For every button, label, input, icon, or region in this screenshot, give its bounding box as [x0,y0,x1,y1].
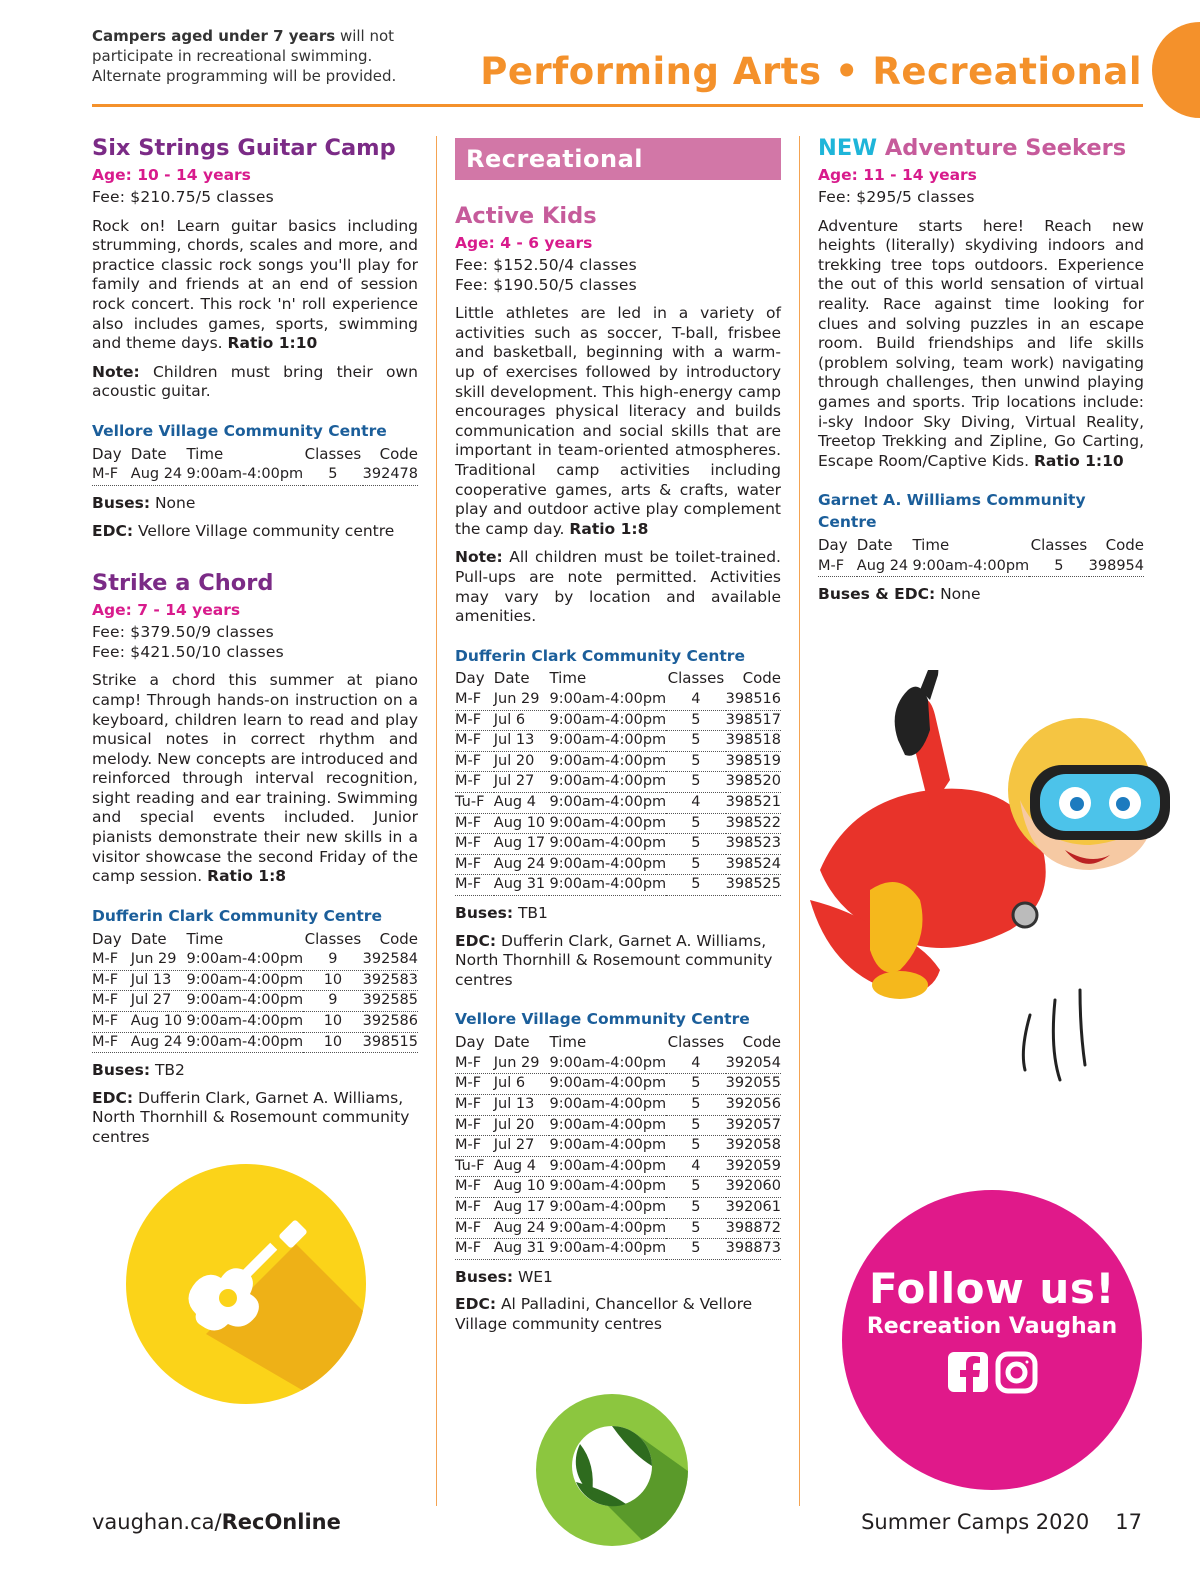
table-cell: 9:00am-4:00pm [186,970,303,991]
table-cell: 9:00am-4:00pm [549,1115,666,1136]
table-cell: 398525 [726,875,781,896]
beach-ball-badge [536,1394,688,1546]
table-cell: 9:00am-4:00pm [549,1177,666,1198]
table-cell: Jun 29 [494,690,550,711]
table-cell: 10 [303,970,362,991]
table-row [455,1095,781,1116]
table-cell: 398516 [726,690,781,711]
column-header: Date [493,669,530,688]
location-name: Garnet A. Williams Community Centre [818,491,1086,532]
table-row [92,465,418,486]
table-cell: M-F [455,854,494,875]
table-cell: Jun 29 [131,950,187,971]
table-cell: 398520 [726,772,781,793]
table-cell: 392061 [726,1197,781,1218]
guitar-badge [126,1164,366,1404]
skydiver-mascot [780,670,1200,1090]
column-header: Day [92,444,122,463]
table-cell: 9:00am-4:00pm [549,772,666,793]
table-cell: 9:00am-4:00pm [549,731,666,752]
table-header [818,535,1144,556]
table-cell: 5 [666,813,725,834]
table-cell: Jul 20 [494,1115,550,1136]
buses-info: Buses: TB2 [92,1061,185,1080]
follow-subtitle: Recreation Vaughan [866,1314,1118,1339]
table-cell: 5 [666,1197,725,1218]
table-cell: 9:00am-4:00pm [549,751,666,772]
edc-info: EDC: Vellore Village community centre [92,521,395,540]
location-name: Dufferin Clark Community Centre [455,646,745,665]
table-cell: 9:00am-4:00pm [549,813,666,834]
table-cell: Jun 29 [494,1053,550,1074]
camp-description: Adventure starts here! Reach new heights (literally) skydiving indoors and trekking tree tops outdoors. Experience the out of this world sensation of virtual reality. Race against time looking for clues and solving puzzles in an escape room. Build friendships and life skills (problem solving, team work) navigating through challenges, then unwind playing games and sports. Trip locations include: i-sky Indoor Sky Diving, Virtual Reality, Treetop Trekking and Zipline, Go Carting, Escape Room/Captive Kids. Ratio 1:10 [818,216,1144,470]
column-divider [436,136,437,1506]
table-row [455,793,781,814]
table-cell: 9:00am-4:00pm [549,1218,666,1239]
column-header: Time [186,444,224,463]
table-cell: 4 [666,1156,725,1177]
table-cell: M-F [455,1177,494,1198]
table-cell: Jul 20 [494,751,550,772]
table-header [92,444,418,465]
beach-ball-icon [536,1394,688,1546]
table-cell: 9 [303,950,362,971]
table-cell: 9 [303,991,362,1012]
edc-info: EDC: Al Palladini, Chancellor & Vellore Village community centres [455,1295,753,1333]
table-row [455,875,781,896]
camp-age: Age: 11 - 14 years [818,166,977,184]
follow-title: Follow us! [869,1264,1115,1313]
table-cell: M-F [92,1012,131,1033]
table-cell: Aug 10 [494,1177,550,1198]
buses-info: Buses: TB1 [455,904,548,923]
buses-info: Buses & EDC: None [818,585,981,604]
column-right [818,134,1144,605]
table-cell: 9:00am-4:00pm [549,690,666,711]
table-cell: 10 [303,1032,362,1053]
table-row [455,1136,781,1157]
camp-fee: Fee: $421.50/10 classes [92,642,284,661]
table-row [92,950,418,971]
table-cell: 398873 [726,1239,781,1260]
column-header: Code [1105,536,1144,555]
table-cell: 392583 [363,970,418,991]
footer-label: Summer Camps 2020 17 [861,1510,1142,1534]
table-cell: 392585 [363,991,418,1012]
table-header [455,1032,781,1053]
table-cell: 5 [666,1177,725,1198]
section-banner: Recreational [455,138,781,180]
column-header: Time [549,1033,587,1052]
camp-age: Age: 4 - 6 years [455,234,593,252]
table-cell: 4 [666,690,725,711]
table-row [455,1197,781,1218]
edc-info: EDC: Dufferin Clark, Garnet A. Williams, North Thornhill & Rosemount community centres [92,1088,410,1146]
table-cell: 5 [666,1218,725,1239]
table-row [455,690,781,711]
table-row [818,556,1144,577]
table-row [92,991,418,1012]
column-header: Code [379,444,418,463]
camp-note: Note: Children must bring their own acoustic guitar. [92,362,418,401]
table-cell: M-F [455,772,494,793]
table-cell: M-F [455,1115,494,1136]
schedule-table [92,929,418,1053]
table-row [455,731,781,752]
location-name: Vellore Village Community Centre [92,421,387,440]
table-cell: 398872 [726,1218,781,1239]
table-cell: M-F [455,710,494,731]
table-cell: 398515 [363,1032,418,1053]
table-row [455,1218,781,1239]
table-cell: 9:00am-4:00pm [549,1074,666,1095]
table-cell: M-F [455,1197,494,1218]
table-cell: Aug 10 [131,1012,187,1033]
table-cell: 398954 [1089,556,1144,577]
column-header: Code [742,1033,781,1052]
table-cell: Aug 17 [494,834,550,855]
table-cell: Jul 13 [494,731,550,752]
camp-title: Six Strings Guitar Camp [92,135,396,161]
table-cell: 392478 [363,465,418,486]
table-cell: M-F [455,731,494,752]
table-cell: Aug 24 [131,1032,187,1053]
column-header: Time [186,929,224,948]
motion-lines [1023,990,1085,1080]
table-row [455,1053,781,1074]
table-cell: 5 [666,1239,725,1260]
buses-info: Buses: WE1 [455,1267,553,1286]
location-name: Dufferin Clark Community Centre [92,906,382,925]
table-row [455,834,781,855]
column-header: Classes [667,1033,725,1052]
table-cell: 392584 [363,950,418,971]
table-cell: M-F [455,751,494,772]
table-cell: M-F [455,690,494,711]
column-header: Classes [1030,536,1088,555]
table-cell: 9:00am-4:00pm [549,1053,666,1074]
table-cell: Aug 24 [857,556,913,577]
table-cell: 4 [666,1053,725,1074]
table-cell: 10 [303,1012,362,1033]
table-cell: 9:00am-4:00pm [549,793,666,814]
social-icons [946,1350,1038,1396]
table-cell: Aug 10 [494,813,550,834]
camp-title: Strike a Chord [92,570,274,597]
table-cell: 392060 [726,1177,781,1198]
table-cell: M-F [455,1074,494,1095]
table-cell: 5 [666,1115,725,1136]
camp-title: Active Kids [455,203,597,229]
table-cell: Aug 31 [494,875,550,896]
table-cell: M-F [455,875,494,896]
table-cell: 5 [666,834,725,855]
camp-fee: Fee: $210.75/5 classes [92,188,274,206]
table-cell: 398522 [726,813,781,834]
table-row [92,1012,418,1033]
table-cell: 398521 [726,793,781,814]
table-row [455,1115,781,1136]
table-cell: M-F [455,1053,494,1074]
table-cell: M-F [455,834,494,855]
table-cell: 9:00am-4:00pm [549,1197,666,1218]
table-cell: 5 [1029,556,1088,577]
table-cell: Jul 27 [494,772,550,793]
table-cell: 392059 [726,1156,781,1177]
camp-description: Little athletes are led in a variety of activities such as soccer, T-ball, frisbee and basketball, beginning with a warm-up of exercises followed by introductory skill development. This high-energy camp encourages physical literacy and builds communication and social skills that are important in team-oriented atmospheres. Traditional camp activities including cooperative games, arts & crafts, water play and outdoor active play complement the camp day. Ratio 1:8 [455,304,781,538]
table-cell: Tu-F [455,1156,494,1177]
new-badge: NEW [818,135,878,161]
column-header: Classes [304,444,362,463]
table-cell: M-F [92,991,131,1012]
column-header: Day [818,536,848,555]
table-cell: 9:00am-4:00pm [912,556,1029,577]
table-cell: 9:00am-4:00pm [549,1095,666,1116]
table-cell: 392586 [363,1012,418,1033]
table-cell: 5 [666,1095,725,1116]
table-cell: Jul 6 [494,1074,550,1095]
camp-age: Age: 7 - 14 years [92,601,241,620]
table-cell: Aug 31 [494,1239,550,1260]
column-header: Classes [304,929,362,948]
camp-description: Rock on! Learn guitar basics including strumming, chords, scales and more, and practice classic rock songs you'll play for family and friends at an end of session rock concert. This rock 'n' roll experience also includes games, sports, swimming and theme days. Ratio 1:10 [92,216,418,353]
camp-age: Age: 10 - 14 years [92,166,251,184]
table-cell: 9:00am-4:00pm [186,991,303,1012]
table-cell: 5 [666,1074,725,1095]
table-cell: 9:00am-4:00pm [549,1156,666,1177]
table-cell: Jul 6 [494,710,550,731]
table-cell: 9:00am-4:00pm [186,950,303,971]
camp-fee: Fee: $152.50/4 classes [455,256,637,274]
table-row [455,1177,781,1198]
schedule-table [92,444,418,486]
column-header: Day [92,929,122,948]
column-left [92,134,418,1148]
table-cell: 5 [666,710,725,731]
table-cell: 9:00am-4:00pm [549,710,666,731]
table-cell: M-F [455,1218,494,1239]
table-row [92,970,418,991]
table-row [455,854,781,875]
camp-fee: Fee: $190.50/5 classes [455,275,637,294]
table-cell: M-F [455,1239,494,1260]
table-cell: 398519 [726,751,781,772]
table-header [455,669,781,690]
table-row [455,751,781,772]
section-tab [1152,22,1200,118]
table-cell: M-F [92,950,131,971]
table-cell: 398523 [726,834,781,855]
column-header: Date [493,1033,530,1052]
column-header: Day [455,1033,485,1052]
column-header: Date [130,444,167,463]
table-cell: Tu-F [455,793,494,814]
table-cell: 5 [666,751,725,772]
column-header: Code [379,929,418,948]
table-cell: Jul 13 [131,970,187,991]
table-row [92,1032,418,1053]
edc-info: EDC: Dufferin Clark, Garnet A. Williams, North Thornhill & Rosemount community centres [455,931,773,989]
table-cell: 5 [303,465,362,486]
page-title: Performing Arts • Recreational [480,50,1142,93]
camp-title: NEW Adventure Seekers [818,135,1127,161]
page-number: 17 [1115,1510,1142,1534]
header-divider [92,104,1143,107]
swim-note: Campers aged under 7 years will not participate in recreational swimming. Alternate programming will be provided. [92,27,397,85]
buses-info: Buses: None [92,493,196,512]
column-header: Time [549,669,587,688]
table-cell: Jul 13 [494,1095,550,1116]
table-cell: 9:00am-4:00pm [549,1136,666,1157]
table-cell: 4 [666,793,725,814]
table-cell: 9:00am-4:00pm [186,1012,303,1033]
table-cell: Aug 24 [494,1218,550,1239]
table-row [455,813,781,834]
table-row [455,1074,781,1095]
table-cell: M-F [92,970,131,991]
table-row [455,1156,781,1177]
camp-note: Note: All children must be toilet-trained. Pull-ups are note permitted. Activities may vary by location and available amenities. [455,548,781,626]
table-row [455,710,781,731]
table-cell: Aug 4 [494,1156,550,1177]
column-header: Code [742,669,781,688]
column-header: Classes [667,669,725,688]
location-name: Vellore Village Community Centre [455,1010,750,1029]
camp-description: Strike a chord this summer at piano camp! Through hands-on instruction on a keyboard, children learn to read and play musical notes in correct rhythm and melody. New concepts are introduced and reinforced through interval recognition, sight reading and ear training. Swimming and special events included. Junior pianists demonstrate their new skills in a visitor showcase the second Friday of the camp session. Ratio 1:8 [92,671,418,886]
table-cell: M-F [818,556,857,577]
table-cell: Jul 27 [494,1136,550,1157]
table-cell: 9:00am-4:00pm [549,834,666,855]
table-row [455,1239,781,1260]
column-header: Time [912,536,950,555]
table-cell: 9:00am-4:00pm [549,875,666,896]
table-header [92,929,418,950]
table-cell: 398518 [726,731,781,752]
table-cell: M-F [92,1032,131,1053]
facebook-icon[interactable] [948,1352,988,1394]
table-cell: 5 [666,875,725,896]
table-cell: M-F [455,1136,494,1157]
footer-link[interactable]: vaughan.ca/RecOnline [92,1510,341,1534]
schedule-table [455,669,781,896]
table-cell: 5 [666,731,725,752]
table-cell: Jul 27 [131,991,187,1012]
table-cell: 5 [666,854,725,875]
table-cell: M-F [92,465,131,486]
table-cell: 9:00am-4:00pm [186,465,303,486]
column-header: Date [130,929,167,948]
table-cell: 9:00am-4:00pm [549,854,666,875]
camp-fee: Fee: $295/5 classes [818,188,975,206]
table-cell: Aug 17 [494,1197,550,1218]
camp-fee: Fee: $379.50/9 classes [92,623,274,642]
table-cell: 5 [666,1136,725,1157]
instagram-icon[interactable] [998,1354,1035,1391]
table-cell: M-F [455,813,494,834]
schedule-table [455,1032,781,1259]
column-header: Day [455,669,485,688]
table-cell: 5 [666,772,725,793]
column-middle [455,138,781,1335]
table-cell: Aug 4 [494,793,550,814]
table-cell: 398524 [726,854,781,875]
table-cell: 392055 [726,1074,781,1095]
table-cell: Aug 24 [494,854,550,875]
table-cell: Aug 24 [131,465,187,486]
table-cell: M-F [455,1095,494,1116]
table-cell: 398517 [726,710,781,731]
schedule-table [818,535,1144,577]
social-follow-badge[interactable] [842,1190,1142,1490]
table-cell: 392057 [726,1115,781,1136]
table-row [455,772,781,793]
table-cell: 9:00am-4:00pm [549,1239,666,1260]
table-cell: 9:00am-4:00pm [186,1032,303,1053]
guitar-icon [126,1164,366,1404]
table-cell: 392058 [726,1136,781,1157]
table-cell: 392056 [726,1095,781,1116]
column-header: Date [856,536,893,555]
table-cell: 392054 [726,1053,781,1074]
